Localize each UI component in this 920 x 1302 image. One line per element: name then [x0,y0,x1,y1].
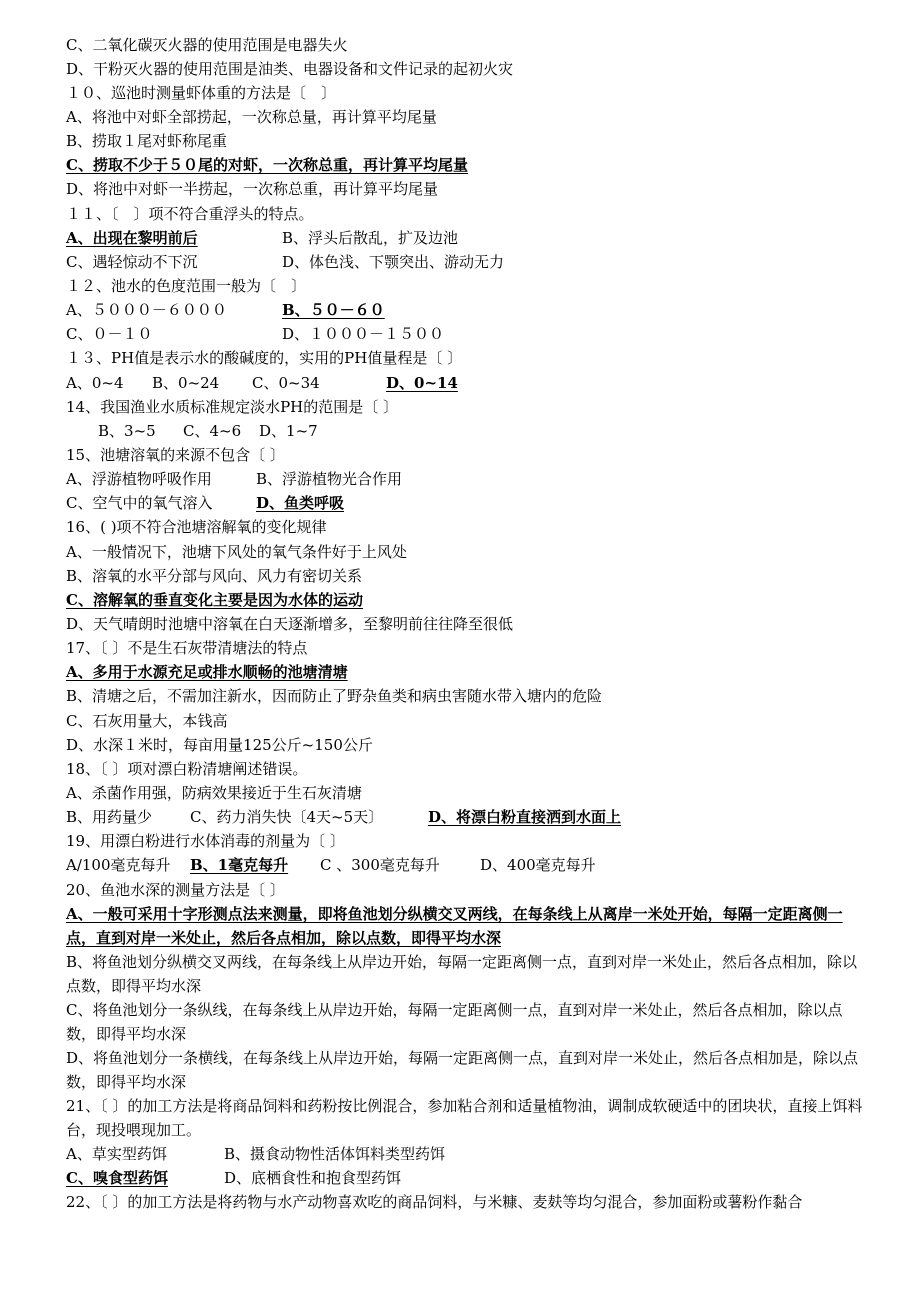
option: C、4~6 [183,422,242,440]
options-row [66,467,866,491]
option: B、用药量少 [66,808,153,826]
correct-answer: C、溶解氧的垂直变化主要是因为水体的运动 [66,591,363,609]
options-row [66,322,866,346]
answer-line [66,153,866,177]
options-row [66,1166,866,1190]
correct-answer: A、一般可采用十字形测点法来测量，即将鱼池划分纵横交叉两线，在每条线上从离岸一米处开始，每隔一定距离侧一点，直到对岸一米处止，然后各点相加，除以点数，即得平均水深 [66,905,843,947]
correct-answer: B、５０－６０ [282,301,385,319]
option: B、浮游植物光合作用 [256,470,403,488]
question-16: 16、( )项不符合池塘溶解氧的变化规律 [66,518,327,536]
options-row [66,226,866,250]
question-12: １２、池水的色度范围一般为〔 〕 [66,277,307,295]
question-15: 15、池塘溶氧的来源不包含〔 〕 [66,446,285,464]
options-row [66,1142,866,1166]
text-line: D、天气晴朗时池塘中溶氧在白天逐渐增多，至黎明前往往降至很低 [66,615,514,633]
answer-line [66,660,866,684]
option: A、５０００－６０００ [66,301,227,319]
correct-answer: B、1毫克每升 [190,856,289,874]
answer-line [66,588,866,612]
option: B、3~5 [98,422,156,440]
text-line: D、水深１米时，每亩用量125公斤~150公斤 [66,736,373,754]
option: B、摄食动物性活体饵料类型药饵 [224,1145,446,1163]
text-line: A、杀菌作用强，防病效果接近于生石灰清塘 [66,784,362,802]
text-line: C、石灰用量大，本钱高 [66,712,228,730]
option: C、药力消失快〔4天~5天〕 [190,808,384,826]
question-11: １１、〔 〕项不符合重浮头的特点。 [66,205,314,223]
option: C、空气中的氧气溶入 [66,494,213,512]
text-line: C、二氧化碳灭火器的使用范围是电器失火 [66,36,348,54]
correct-answer: C、捞取不少于５０尾的对虾，一次称总重，再计算平均尾量 [66,156,468,174]
correct-answer: D、0~14 [386,374,458,392]
option: A、浮游植物呼吸作用 [66,470,212,488]
option: D、400毫克每升 [480,856,596,874]
correct-answer: D、将漂白粉直接洒到水面上 [428,808,622,826]
option: B、0~24 [152,374,220,392]
text-line: B、清塘之后，不需加注新水，因而防止了野杂鱼类和病虫害随水带入塘内的危险 [66,687,603,705]
text-line: B、捞取１尾对虾称尾重 [66,132,228,150]
question-10: １０、巡池时测量虾体重的方法是〔 〕 [66,84,337,102]
question-18: 18、〔 〕项对漂白粉清塘阐述错误。 [66,760,308,778]
option: C、遇轻惊动不下沉 [66,253,198,271]
option: B、浮头后散乱，扩及边池 [282,229,459,247]
text-line: C、将鱼池划分一条纵线，在每条线上从岸边开始，每隔一定距离侧一点，直到对岸一米处止，然后各点相加，除以点数，即得平均水深 [66,1001,843,1043]
option: A/100毫克每升 [66,856,171,874]
question-19: 19、用漂白粉进行水体消毒的剂量为〔 〕 [66,832,345,850]
option: D、底栖食性和抱食型药饵 [224,1169,402,1187]
text-line: D、将池中对虾一半捞起，一次称总重，再计算平均尾量 [66,180,439,198]
option: A、0~4 [66,374,124,392]
question-22: 22、〔 〕的加工方法是将药物与水产动物喜欢吃的商品饲料，与米糠、麦麸等均匀混合，参加面粉或薯粉作黏合 [66,1193,803,1211]
options-row [66,853,866,877]
question-14: 14、我国渔业水质标准规定淡水PH的范围是〔 〕 [66,398,399,416]
options-row [66,298,866,322]
option: D、体色浅、下颚突出、游动无力 [282,253,505,271]
question-13: １３、PH值是表示水的酸碱度的，实用的PH值量程是〔 〕 [66,349,463,367]
options-row [66,419,866,443]
correct-answer: C、嗅食型药饵 [66,1169,168,1187]
correct-answer: D、鱼类呼吸 [256,494,345,512]
text-line: B、溶氧的水平分部与风向、风力有密切关系 [66,567,363,585]
question-20: 20、鱼池水深的测量方法是〔 〕 [66,881,285,899]
correct-answer: A、出现在黎明前后 [66,229,198,247]
text-line: A、将池中对虾全部捞起，一次称总量，再计算平均尾量 [66,108,437,126]
option: C、０－１０ [66,325,153,343]
question-21: 21、〔 〕的加工方法是将商品饲料和药粉按比例混合，参加粘合剂和适量植物油，调制成软硬适中的团块状，直接上饵料台，现投喂现加工。 [66,1097,863,1139]
option: D、１０００－１５００ [282,325,445,343]
options-row [66,805,866,829]
option: A、草实型药饵 [66,1145,167,1163]
text-line: B、将鱼池划分纵横交叉两线，在每条线上从岸边开始，每隔一定距离侧一点，直到对岸一米处止，然后各点相加，除以点数，即得平均水深 [66,953,858,995]
option: D、1~7 [259,422,318,440]
text-line: D、将鱼池划分一条横线，在每条线上从岸边开始，每隔一定距离侧一点，直到对岸一米处止，然后各点相加是，除以点数，即得平均水深 [66,1049,859,1091]
question-17: 17、〔 〕不是生石灰带清塘法的特点 [66,639,308,657]
option: C 、300毫克每升 [320,856,440,874]
correct-answer: A、多用于水源充足或排水顺畅的池塘清塘 [66,663,348,681]
option: C、0~34 [252,374,320,392]
text-line: D、干粉灭火器的使用范围是油类、电器设备和文件记录的起初火灾 [66,60,514,78]
answer-line [66,902,866,950]
options-row [66,371,866,395]
options-row [66,491,866,515]
text-line: A、一般情况下，池塘下风处的氧气条件好于上风处 [66,543,407,561]
options-row [66,250,866,274]
